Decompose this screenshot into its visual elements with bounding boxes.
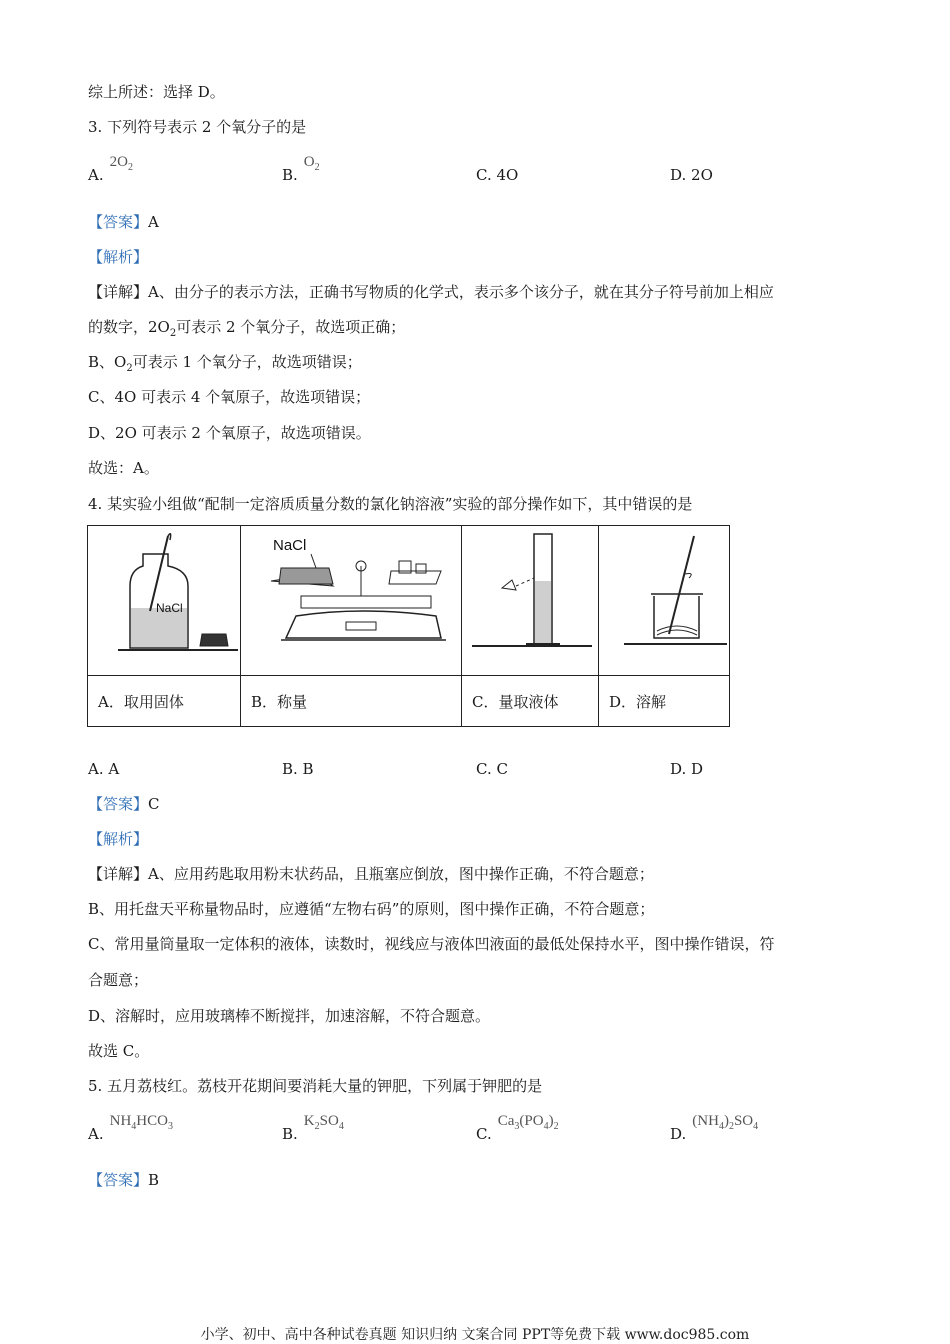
q4-choice: 故选 C。 bbox=[88, 1042, 150, 1060]
nacl-label: NaCl bbox=[273, 537, 307, 554]
caption-a: A．取用固体 bbox=[88, 676, 241, 727]
caption-d: D．溶解 bbox=[599, 676, 730, 727]
q3-option-a: $A.2O_2$ bbox=[88, 154, 133, 184]
q3-stem: 3. 下列符号表示 2 个氧分子的是 bbox=[88, 118, 307, 136]
q4-option-b: B. B bbox=[282, 760, 314, 778]
cylinder-illustration bbox=[462, 526, 598, 671]
bottle-label: NaCl bbox=[156, 601, 183, 615]
q3-detail-line-2: 的数字，$2O_2$可表示 2 个氧分子，故选项正确； bbox=[88, 318, 406, 339]
q4-analysis-tag: 【解析】 bbox=[88, 830, 149, 848]
figure-dissolve bbox=[599, 526, 730, 676]
q4-option-d: D. D bbox=[670, 760, 704, 778]
page-footer: 小学、初中、高中各种试卷真题 知识归纳 文案合同 PPT等免费下载 www.doc985.com bbox=[200, 1327, 750, 1343]
q3-option-b: $B.O_2$ bbox=[282, 154, 320, 184]
q4-option-c: C. C bbox=[476, 760, 508, 778]
q3-detail-d: D、2O 可表示 2 个氧原子，故选项错误。 bbox=[88, 424, 371, 442]
q3-detail-c: C、4O 可表示 4 个氧原子，故选项错误； bbox=[88, 388, 371, 406]
q4-detail-a: 【详解】A、应用药匙取用粉末状药品，且瓶塞应倒放，图中操作正确，不符合题意； bbox=[88, 865, 654, 883]
balance-illustration bbox=[241, 526, 461, 671]
q4-answer: 【答案】C bbox=[88, 795, 160, 813]
q4-stem: 4. 某实验小组做“配制一定溶质质量分数的氯化钠溶液”实验的部分操作如下，其中错误的是 bbox=[88, 495, 693, 513]
figure-weighing bbox=[241, 526, 462, 676]
q4-option-a: A. A bbox=[88, 760, 120, 778]
bottle-spoon-illustration bbox=[88, 526, 240, 671]
q4-figure-table bbox=[87, 525, 730, 727]
q5-option-b: $B.K_2SO_4$ bbox=[282, 1113, 344, 1143]
q4-detail-d: D、溶解时，应用玻璃棒不断搅拌，加速溶解，不符合题意。 bbox=[88, 1007, 491, 1025]
beaker-illustration bbox=[599, 526, 729, 671]
q3-option-c: C. 4O bbox=[476, 166, 519, 184]
q5-option-c: $C.Ca_3(PO_4)_2$ bbox=[476, 1113, 559, 1143]
caption-c: C．量取液体 bbox=[462, 676, 599, 727]
q3-detail-b: B、$O_2$可表示 1 个氧分子，故选项错误； bbox=[88, 353, 362, 374]
q3-detail-line-1: 【详解】A、由分子的表示方法，正确书写物质的化学式，表示多个该分子，就在其分子符号前加上相应 bbox=[88, 283, 774, 301]
caption-b: B．称量 bbox=[241, 676, 462, 727]
q4-detail-c-1: C、常用量筒量取一定体积的液体，读数时，视线应与液体凹液面的最低处保持水平，图中操作错误，符 bbox=[88, 935, 775, 953]
figure-measure-liquid bbox=[462, 526, 599, 676]
q3-answer: 【答案】A bbox=[88, 213, 159, 231]
q4-detail-c-2: 合题意； bbox=[88, 971, 149, 989]
q3-analysis-tag: 【解析】 bbox=[88, 248, 149, 266]
summary-line: 综上所述：选择 D。 bbox=[88, 83, 225, 101]
q5-option-d: $D.(NH_4)_2SO_4$ bbox=[670, 1113, 759, 1143]
q5-answer: 【答案】B bbox=[88, 1171, 160, 1189]
q5-option-a: $A.NH_4HCO_3$ bbox=[88, 1113, 173, 1143]
q4-detail-b: B、用托盘天平称量物品时，应遵循“左物右码”的原则，图中操作正确，不符合题意； bbox=[88, 900, 655, 918]
q5-stem: 5. 五月荔枝红。荔枝开花期间要消耗大量的钾肥，下列属于钾肥的是 bbox=[88, 1077, 543, 1095]
figure-take-solid bbox=[88, 526, 241, 676]
q3-option-d: D. 2O bbox=[670, 166, 713, 184]
q3-choice: 故选：A。 bbox=[88, 459, 159, 477]
